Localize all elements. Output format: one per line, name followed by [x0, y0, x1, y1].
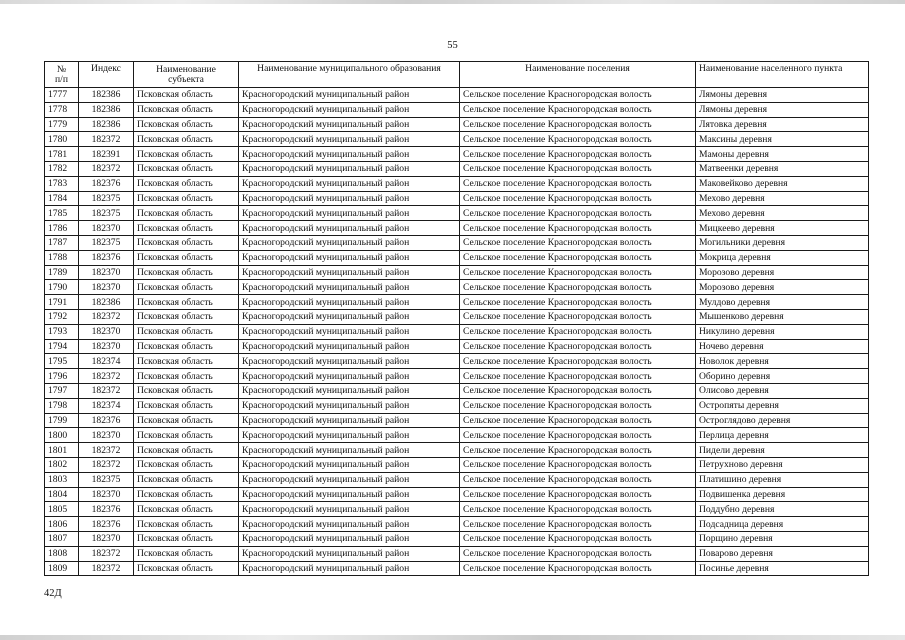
- row-subject-cell: Псковская область: [134, 339, 239, 354]
- row-index-cell: 182370: [79, 339, 134, 354]
- row-municipality-cell: Красногородский муниципальный район: [239, 191, 460, 206]
- row-index-cell: 182376: [79, 250, 134, 265]
- row-number-cell: 1792: [45, 309, 79, 324]
- row-subject-cell: Псковская область: [134, 413, 239, 428]
- row-subject-cell: Псковская область: [134, 280, 239, 295]
- row-locality-cell: Порщино деревня: [696, 531, 869, 546]
- row-settlement-cell: Сельское поселение Красногородская волость: [460, 295, 696, 310]
- row-index-cell: 182372: [79, 457, 134, 472]
- row-municipality-cell: Красногородский муниципальный район: [239, 398, 460, 413]
- row-municipality-cell: Красногородский муниципальный район: [239, 265, 460, 280]
- row-subject-cell: Псковская область: [134, 531, 239, 546]
- row-number-cell: 1785: [45, 206, 79, 221]
- row-subject-cell: Псковская область: [134, 428, 239, 443]
- row-settlement-cell: Сельское поселение Красногородская волость: [460, 280, 696, 295]
- table-header: [45, 62, 869, 88]
- row-index-cell: 182386: [79, 295, 134, 310]
- row-subject-cell: Псковская область: [134, 206, 239, 221]
- row-settlement-cell: Сельское поселение Красногородская волость: [460, 324, 696, 339]
- row-number-cell: 1797: [45, 383, 79, 398]
- row-settlement-cell: Сельское поселение Красногородская волость: [460, 428, 696, 443]
- row-locality-cell: Оборино деревня: [696, 369, 869, 384]
- table-row: [45, 221, 869, 236]
- row-settlement-cell: Сельское поселение Красногородская волость: [460, 88, 696, 103]
- row-locality-cell: Мицкеево деревня: [696, 221, 869, 236]
- row-settlement-cell: Сельское поселение Красногородская волость: [460, 487, 696, 502]
- table-row: [45, 324, 869, 339]
- row-locality-cell: Маковейково деревня: [696, 176, 869, 191]
- row-municipality-cell: Красногородский муниципальный район: [239, 324, 460, 339]
- row-locality-cell: Лятовка деревня: [696, 117, 869, 132]
- row-number-cell: 1784: [45, 191, 79, 206]
- row-number-cell: 1808: [45, 546, 79, 561]
- row-municipality-cell: Красногородский муниципальный район: [239, 206, 460, 221]
- row-index-cell: 182376: [79, 176, 134, 191]
- header-num: [45, 62, 79, 88]
- table-row: [45, 413, 869, 428]
- table-row: [45, 354, 869, 369]
- row-municipality-cell: Красногородский муниципальный район: [239, 235, 460, 250]
- row-number-cell: 1802: [45, 457, 79, 472]
- row-settlement-cell: Сельское поселение Красногородская волость: [460, 191, 696, 206]
- row-locality-cell: Петрухново деревня: [696, 457, 869, 472]
- row-index-cell: 182370: [79, 487, 134, 502]
- row-number-cell: 1786: [45, 221, 79, 236]
- row-locality-cell: Поддубно деревня: [696, 502, 869, 517]
- row-subject-cell: Псковская область: [134, 117, 239, 132]
- row-settlement-cell: Сельское поселение Красногородская волость: [460, 517, 696, 532]
- row-municipality-cell: Красногородский муниципальный район: [239, 487, 460, 502]
- row-index-cell: 182375: [79, 235, 134, 250]
- row-index-cell: 182375: [79, 191, 134, 206]
- row-number-cell: 1795: [45, 354, 79, 369]
- header-row: [45, 62, 869, 88]
- scan-top-edge: [0, 0, 905, 4]
- row-settlement-cell: Сельское поселение Красногородская волость: [460, 235, 696, 250]
- row-settlement-cell: Сельское поселение Красногородская волость: [460, 102, 696, 117]
- row-number-cell: 1777: [45, 88, 79, 103]
- row-number-cell: 1780: [45, 132, 79, 147]
- row-subject-cell: Псковская область: [134, 546, 239, 561]
- table-row: [45, 502, 869, 517]
- table-row: [45, 280, 869, 295]
- row-locality-cell: Мамоны деревня: [696, 147, 869, 162]
- row-municipality-cell: Красногородский муниципальный район: [239, 531, 460, 546]
- row-settlement-cell: Сельское поселение Красногородская волость: [460, 309, 696, 324]
- table-row: [45, 147, 869, 162]
- row-locality-cell: Морозово деревня: [696, 280, 869, 295]
- row-locality-cell: Матвеенки деревня: [696, 161, 869, 176]
- row-subject-cell: Псковская область: [134, 250, 239, 265]
- row-subject-cell: Псковская область: [134, 265, 239, 280]
- row-locality-cell: Ночево деревня: [696, 339, 869, 354]
- row-number-cell: 1800: [45, 428, 79, 443]
- row-subject-cell: Псковская область: [134, 235, 239, 250]
- table-row: [45, 102, 869, 117]
- row-municipality-cell: Красногородский муниципальный район: [239, 472, 460, 487]
- row-subject-cell: Псковская область: [134, 221, 239, 236]
- row-locality-cell: Подсадница деревня: [696, 517, 869, 532]
- row-locality-cell: Подвишенка деревня: [696, 487, 869, 502]
- row-index-cell: 182376: [79, 502, 134, 517]
- row-index-cell: 182376: [79, 517, 134, 532]
- table-row: [45, 206, 869, 221]
- row-number-cell: 1796: [45, 369, 79, 384]
- row-settlement-cell: Сельское поселение Красногородская волость: [460, 250, 696, 265]
- row-locality-cell: Мокрица деревня: [696, 250, 869, 265]
- table-row: [45, 176, 869, 191]
- table-row: [45, 428, 869, 443]
- localities-table: [44, 61, 869, 576]
- row-index-cell: 182372: [79, 161, 134, 176]
- row-settlement-cell: Сельское поселение Красногородская волость: [460, 546, 696, 561]
- row-locality-cell: Лямоны деревня: [696, 102, 869, 117]
- row-settlement-cell: Сельское поселение Красногородская волость: [460, 561, 696, 576]
- row-number-cell: 1801: [45, 443, 79, 458]
- table-row: [45, 235, 869, 250]
- row-locality-cell: Мышенково деревня: [696, 309, 869, 324]
- row-index-cell: 182386: [79, 117, 134, 132]
- row-municipality-cell: Красногородский муниципальный район: [239, 147, 460, 162]
- row-municipality-cell: Красногородский муниципальный район: [239, 88, 460, 103]
- table-row: [45, 561, 869, 576]
- row-index-cell: 182370: [79, 221, 134, 236]
- row-subject-cell: Псковская область: [134, 398, 239, 413]
- row-subject-cell: Псковская область: [134, 161, 239, 176]
- row-number-cell: 1807: [45, 531, 79, 546]
- table-row: [45, 383, 869, 398]
- row-municipality-cell: Красногородский муниципальный район: [239, 132, 460, 147]
- row-locality-cell: Пидели деревня: [696, 443, 869, 458]
- row-subject-cell: Псковская область: [134, 354, 239, 369]
- row-number-cell: 1791: [45, 295, 79, 310]
- row-municipality-cell: Красногородский муниципальный район: [239, 161, 460, 176]
- table-row: [45, 161, 869, 176]
- row-index-cell: 182372: [79, 309, 134, 324]
- row-number-cell: 1782: [45, 161, 79, 176]
- row-index-cell: 182376: [79, 413, 134, 428]
- row-municipality-cell: Красногородский муниципальный район: [239, 502, 460, 517]
- row-number-cell: 1789: [45, 265, 79, 280]
- header-municipality: Наименование муниципального образования: [239, 62, 460, 88]
- row-subject-cell: Псковская область: [134, 517, 239, 532]
- row-municipality-cell: Красногородский муниципальный район: [239, 309, 460, 324]
- table-row: [45, 546, 869, 561]
- header-locality: Наименование населенного пункта: [696, 62, 869, 88]
- row-locality-cell: Олисово деревня: [696, 383, 869, 398]
- table-row: [45, 339, 869, 354]
- table-row: [45, 295, 869, 310]
- table-row: [45, 487, 869, 502]
- row-subject-cell: Псковская область: [134, 324, 239, 339]
- row-subject-cell: Псковская область: [134, 502, 239, 517]
- row-subject-cell: Псковская область: [134, 369, 239, 384]
- row-subject-cell: Псковская область: [134, 309, 239, 324]
- row-index-cell: 182372: [79, 383, 134, 398]
- header-subject-line1: Наименование: [156, 63, 216, 75]
- row-locality-cell: Посинье деревня: [696, 561, 869, 576]
- row-settlement-cell: Сельское поселение Красногородская волость: [460, 413, 696, 428]
- row-number-cell: 1809: [45, 561, 79, 576]
- row-number-cell: 1783: [45, 176, 79, 191]
- row-municipality-cell: Красногородский муниципальный район: [239, 102, 460, 117]
- row-municipality-cell: Красногородский муниципальный район: [239, 561, 460, 576]
- header-index: Индекс: [79, 62, 134, 88]
- table-row: [45, 369, 869, 384]
- row-municipality-cell: Красногородский муниципальный район: [239, 517, 460, 532]
- row-number-cell: 1805: [45, 502, 79, 517]
- table-row: [45, 309, 869, 324]
- row-locality-cell: Мулдово деревня: [696, 295, 869, 310]
- row-municipality-cell: Красногородский муниципальный район: [239, 428, 460, 443]
- row-subject-cell: Псковская область: [134, 147, 239, 162]
- row-settlement-cell: Сельское поселение Красногородская волость: [460, 531, 696, 546]
- row-number-cell: 1790: [45, 280, 79, 295]
- row-number-cell: 1781: [45, 147, 79, 162]
- row-municipality-cell: Красногородский муниципальный район: [239, 117, 460, 132]
- row-locality-cell: Остропяты деревня: [696, 398, 869, 413]
- table-row: [45, 443, 869, 458]
- row-locality-cell: Перлица деревня: [696, 428, 869, 443]
- row-municipality-cell: Красногородский муниципальный район: [239, 443, 460, 458]
- row-municipality-cell: Красногородский муниципальный район: [239, 457, 460, 472]
- row-number-cell: 1799: [45, 413, 79, 428]
- table-row: [45, 398, 869, 413]
- row-index-cell: 182375: [79, 206, 134, 221]
- row-locality-cell: Остроглядово деревня: [696, 413, 869, 428]
- row-subject-cell: Псковская область: [134, 457, 239, 472]
- row-index-cell: 182370: [79, 324, 134, 339]
- row-municipality-cell: Красногородский муниципальный район: [239, 221, 460, 236]
- row-locality-cell: Могильники деревня: [696, 235, 869, 250]
- row-number-cell: 1798: [45, 398, 79, 413]
- row-subject-cell: Псковская область: [134, 176, 239, 191]
- row-subject-cell: Псковская область: [134, 102, 239, 117]
- table-row: [45, 457, 869, 472]
- row-index-cell: 182370: [79, 265, 134, 280]
- table-row: [45, 265, 869, 280]
- row-index-cell: 182374: [79, 398, 134, 413]
- row-settlement-cell: Сельское поселение Красногородская волость: [460, 147, 696, 162]
- row-number-cell: 1806: [45, 517, 79, 532]
- row-settlement-cell: Сельское поселение Красногородская волость: [460, 398, 696, 413]
- table-row: [45, 88, 869, 103]
- row-index-cell: 182370: [79, 531, 134, 546]
- table-row: [45, 191, 869, 206]
- row-municipality-cell: Красногородский муниципальный район: [239, 383, 460, 398]
- row-settlement-cell: Сельское поселение Красногородская волость: [460, 457, 696, 472]
- row-settlement-cell: Сельское поселение Красногородская волость: [460, 369, 696, 384]
- row-index-cell: 182372: [79, 369, 134, 384]
- row-settlement-cell: Сельское поселение Красногородская волость: [460, 354, 696, 369]
- row-locality-cell: Лямоны деревня: [696, 88, 869, 103]
- row-municipality-cell: Красногородский муниципальный район: [239, 413, 460, 428]
- row-settlement-cell: Сельское поселение Красногородская волость: [460, 161, 696, 176]
- row-number-cell: 1787: [45, 235, 79, 250]
- table-row: [45, 517, 869, 532]
- row-municipality-cell: Красногородский муниципальный район: [239, 354, 460, 369]
- row-settlement-cell: Сельское поселение Красногородская волость: [460, 472, 696, 487]
- row-subject-cell: Псковская область: [134, 443, 239, 458]
- row-subject-cell: Псковская область: [134, 88, 239, 103]
- row-locality-cell: Платишино деревня: [696, 472, 869, 487]
- row-municipality-cell: Красногородский муниципальный район: [239, 339, 460, 354]
- row-municipality-cell: Красногородский муниципальный район: [239, 176, 460, 191]
- row-settlement-cell: Сельское поселение Красногородская волость: [460, 206, 696, 221]
- table-row: [45, 250, 869, 265]
- table-row: [45, 531, 869, 546]
- row-subject-cell: Псковская область: [134, 295, 239, 310]
- table-row: [45, 472, 869, 487]
- row-subject-cell: Псковская область: [134, 132, 239, 147]
- row-number-cell: 1794: [45, 339, 79, 354]
- table-row: [45, 132, 869, 147]
- row-municipality-cell: Красногородский муниципальный район: [239, 369, 460, 384]
- row-subject-cell: Псковская область: [134, 472, 239, 487]
- header-settlement: Наименование поселения: [460, 62, 696, 88]
- row-locality-cell: Никулино деревня: [696, 324, 869, 339]
- row-index-cell: 182372: [79, 546, 134, 561]
- row-locality-cell: Поварово деревня: [696, 546, 869, 561]
- row-settlement-cell: Сельское поселение Красногородская волость: [460, 176, 696, 191]
- row-settlement-cell: Сельское поселение Красногородская волость: [460, 117, 696, 132]
- row-subject-cell: Псковская область: [134, 191, 239, 206]
- row-locality-cell: Мехово деревня: [696, 191, 869, 206]
- row-locality-cell: Морозово деревня: [696, 265, 869, 280]
- row-settlement-cell: Сельское поселение Красногородская волость: [460, 383, 696, 398]
- header-subject: [134, 62, 239, 88]
- row-number-cell: 1779: [45, 117, 79, 132]
- row-settlement-cell: Сельское поселение Красногородская волость: [460, 265, 696, 280]
- row-settlement-cell: Сельское поселение Красногородская волость: [460, 221, 696, 236]
- header-num-line1: №: [56, 63, 67, 75]
- row-settlement-cell: Сельское поселение Красногородская волость: [460, 443, 696, 458]
- row-index-cell: 182375: [79, 472, 134, 487]
- row-index-cell: 182386: [79, 88, 134, 103]
- row-settlement-cell: Сельское поселение Красногородская волость: [460, 339, 696, 354]
- row-municipality-cell: Красногородский муниципальный район: [239, 280, 460, 295]
- row-subject-cell: Псковская область: [134, 487, 239, 502]
- header-num-line2: п/п: [55, 73, 68, 85]
- table-body: [45, 88, 869, 576]
- page-number: 55: [447, 40, 458, 51]
- row-settlement-cell: Сельское поселение Красногородская волость: [460, 132, 696, 147]
- row-locality-cell: Мехово деревня: [696, 206, 869, 221]
- row-number-cell: 1778: [45, 102, 79, 117]
- scan-bottom-edge: [0, 635, 905, 640]
- row-index-cell: 182372: [79, 561, 134, 576]
- row-settlement-cell: Сельское поселение Красногородская волость: [460, 502, 696, 517]
- row-subject-cell: Псковская область: [134, 561, 239, 576]
- table-row: [45, 117, 869, 132]
- row-number-cell: 1804: [45, 487, 79, 502]
- row-index-cell: 182374: [79, 354, 134, 369]
- row-locality-cell: Новолок деревня: [696, 354, 869, 369]
- row-number-cell: 1788: [45, 250, 79, 265]
- row-subject-cell: Псковская область: [134, 383, 239, 398]
- row-number-cell: 1793: [45, 324, 79, 339]
- row-index-cell: 182372: [79, 443, 134, 458]
- row-index-cell: 182370: [79, 428, 134, 443]
- row-locality-cell: Максины деревня: [696, 132, 869, 147]
- row-index-cell: 182386: [79, 102, 134, 117]
- row-municipality-cell: Красногородский муниципальный район: [239, 546, 460, 561]
- row-number-cell: 1803: [45, 472, 79, 487]
- row-index-cell: 182372: [79, 132, 134, 147]
- row-index-cell: 182391: [79, 147, 134, 162]
- row-municipality-cell: Красногородский муниципальный район: [239, 295, 460, 310]
- row-municipality-cell: Красногородский муниципальный район: [239, 250, 460, 265]
- row-index-cell: 182370: [79, 280, 134, 295]
- header-subject-line2: субъекта: [168, 73, 204, 85]
- footer-code: 42Д: [44, 588, 62, 599]
